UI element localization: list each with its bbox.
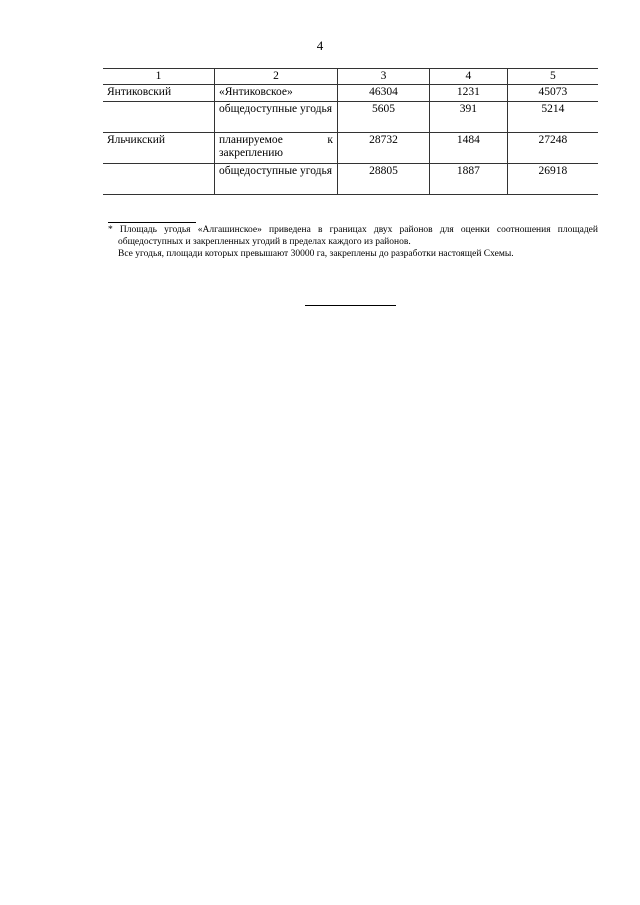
value-cell: 391 bbox=[429, 102, 507, 133]
district-cell: Янтиковский bbox=[103, 85, 215, 102]
value-cell: 1484 bbox=[429, 133, 507, 164]
footnote-text: * Площадь угодья «Алгашинское» приведена в границах двух районов для оценки соотношения площадей общедоступных и закрепленных угодий в пределах каждого из районов. bbox=[108, 225, 598, 247]
table-header-row bbox=[103, 69, 598, 85]
district-cell: Яльчикский bbox=[103, 133, 215, 164]
column-header: 2 bbox=[215, 69, 338, 85]
value-cell: 1887 bbox=[429, 164, 507, 195]
value-cell: 46304 bbox=[338, 85, 430, 102]
column-header: 1 bbox=[103, 69, 215, 85]
table-row bbox=[103, 133, 598, 164]
footnote-separator bbox=[108, 222, 196, 223]
value-cell: 1231 bbox=[429, 85, 507, 102]
value-cell: 28732 bbox=[338, 133, 430, 164]
column-header: 3 bbox=[338, 69, 430, 85]
table-row bbox=[103, 102, 598, 133]
footnote bbox=[108, 224, 598, 260]
value-cell: 5214 bbox=[507, 102, 598, 133]
value-cell: 28805 bbox=[338, 164, 430, 195]
item-cell: планируемое к закреплению bbox=[215, 133, 338, 164]
district-cell bbox=[103, 102, 215, 133]
end-separator bbox=[305, 305, 396, 306]
footnote-text: Все угодья, площади которых превышают 30000 га, закреплены до разработки настоящей Схемы. bbox=[118, 249, 514, 259]
column-header: 5 bbox=[507, 69, 598, 85]
table-row bbox=[103, 85, 598, 102]
item-cell: общедоступные угодья bbox=[215, 164, 338, 195]
value-cell: 45073 bbox=[507, 85, 598, 102]
data-table bbox=[103, 68, 598, 195]
item-cell: «Янтиковское» bbox=[215, 85, 338, 102]
value-cell: 5605 bbox=[338, 102, 430, 133]
table-row bbox=[103, 164, 598, 195]
page-number: 4 bbox=[316, 38, 324, 53]
value-cell: 27248 bbox=[507, 133, 598, 164]
value-cell: 26918 bbox=[507, 164, 598, 195]
column-header: 4 bbox=[429, 69, 507, 85]
item-cell: общедоступные угодья bbox=[215, 102, 338, 133]
district-cell bbox=[103, 164, 215, 195]
